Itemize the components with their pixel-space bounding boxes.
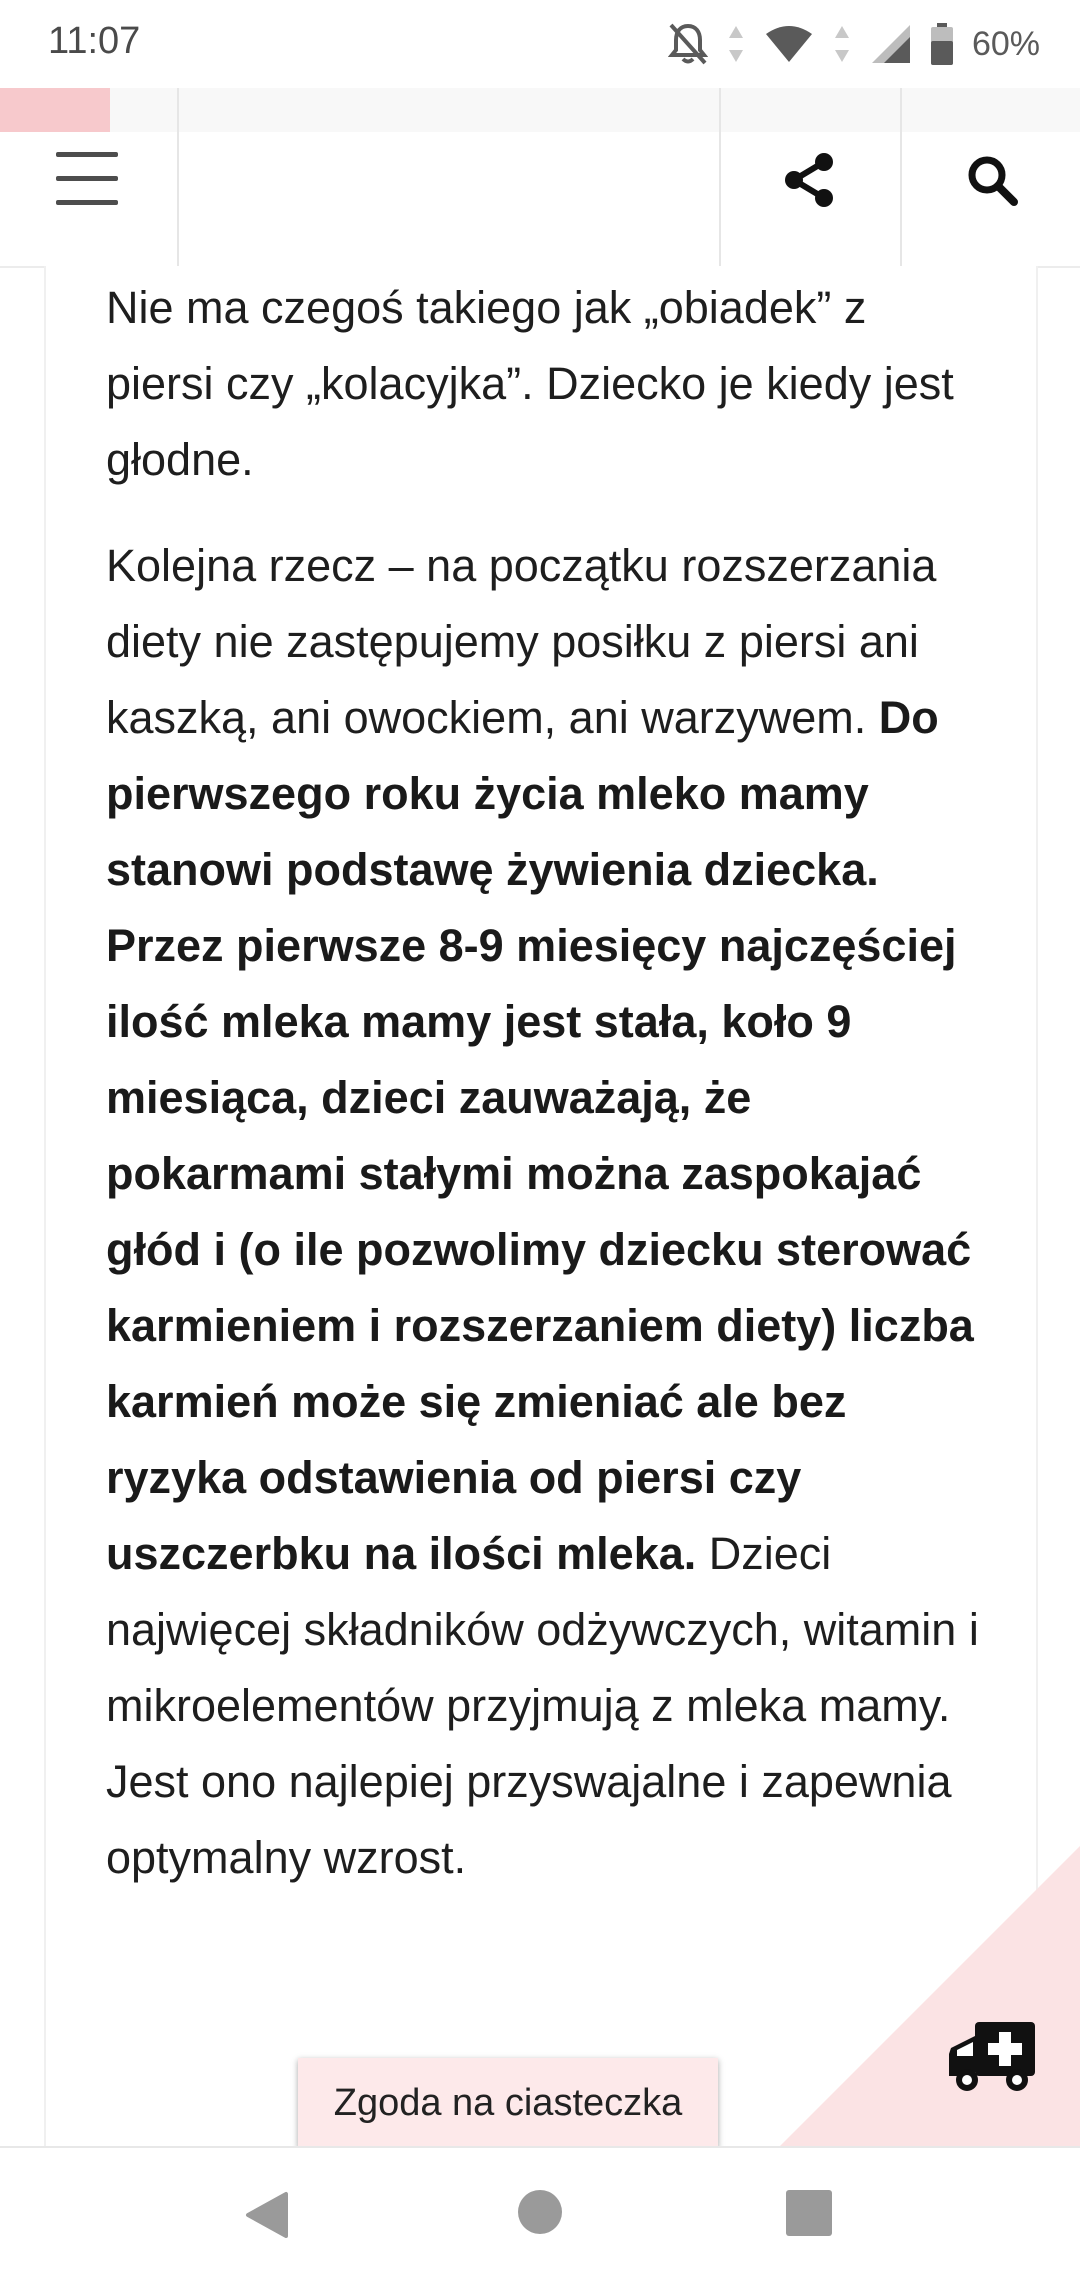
back-icon[interactable] — [244, 2190, 290, 2240]
header-divider — [719, 88, 721, 266]
ambulance-icon[interactable] — [945, 2018, 1037, 2098]
article-body — [106, 270, 986, 1896]
site-header — [0, 132, 1080, 268]
signal-icon — [870, 23, 912, 65]
data-arrows-icon-2 — [832, 22, 852, 66]
wifi-icon — [764, 24, 814, 64]
article-paragraph: Nie ma czegoś takiego jak „obiadek” z piersi czy „kolacyjka”. Dziecko je kiedy jest głodne. — [106, 282, 954, 485]
hamburger-icon[interactable] — [56, 152, 120, 204]
bell-off-icon — [668, 22, 708, 66]
battery-icon — [930, 22, 954, 66]
status-time: 11:07 — [48, 20, 141, 62]
home-icon[interactable] — [518, 2190, 562, 2234]
article-text: Dzieci najwięcej składników odżywczych, witamin i mikroelementów przyjmują z mleka mamy. Jest ono najlepiej przyswajalne i zapewnia optymalny wzrost. — [106, 1528, 979, 1883]
article-text: Kolejna rzecz – na początku rozszerzania diety nie zastępujemy posiłku z piersi ani kaszką, ani owockiem, ani warzywem. — [106, 540, 937, 743]
article-bold-text: Do pierwszego roku życia mleko mamy stanowi podstawę żywienia dziecka. Przez pierwsze 8-9 miesięcy najczęściej ilość mleka mamy jest stała, koło 9 miesiąca, dzieci zauważają, że pokarmami stałymi można zaspokajać głód i (o ile pozwolimy dziecku sterować karmieniem i rozszerzaniem diety) liczba karmień może się zmieniać ale bez ryzyka odstawienia od piersi czy uszczerbku na ilości mleka. — [106, 692, 974, 1579]
share-icon[interactable] — [780, 150, 840, 210]
top-strip — [0, 88, 1080, 132]
status-icons — [668, 18, 1040, 70]
recents-icon[interactable] — [786, 2190, 832, 2236]
battery-percent: 60% — [971, 24, 1040, 63]
data-arrows-icon — [726, 22, 746, 66]
search-icon[interactable] — [962, 150, 1022, 210]
cookie-consent-button[interactable] — [298, 2058, 718, 2148]
article-paragraph — [106, 528, 986, 1896]
status-bar — [0, 0, 1080, 88]
pink-tab — [0, 88, 110, 132]
header-divider — [177, 88, 179, 266]
header-divider — [900, 88, 902, 266]
cookie-consent-label: Zgoda na ciasteczka — [333, 2081, 683, 2124]
